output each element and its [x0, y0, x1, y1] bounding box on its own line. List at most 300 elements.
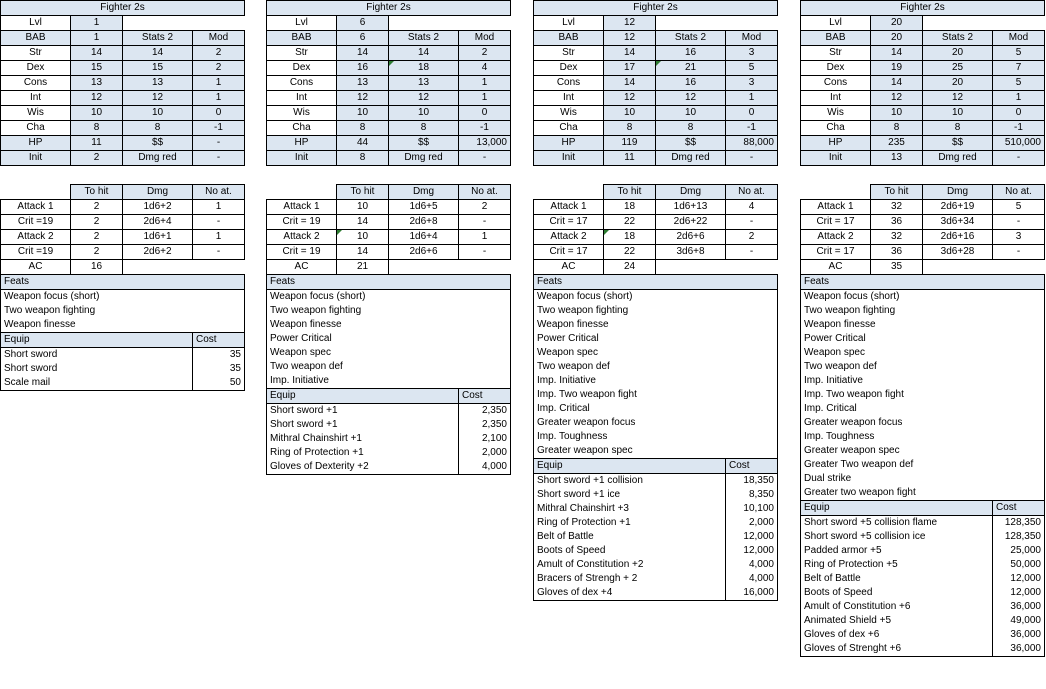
equip-item[interactable]: Short sword +1 ice: [534, 488, 726, 502]
block-title[interactable]: Fighter 2s: [534, 1, 778, 16]
cost-header[interactable]: Cost: [459, 389, 511, 404]
equip-header[interactable]: Equip: [534, 459, 726, 474]
equip-item[interactable]: Ring of Protection +1: [267, 446, 459, 460]
attack-to-hit[interactable]: 22: [604, 215, 656, 230]
stat-base[interactable]: 10: [71, 106, 123, 121]
attack-to-hit[interactable]: 18: [604, 200, 656, 215]
no-at-header[interactable]: No at.: [993, 185, 1045, 200]
equip-item[interactable]: Short sword +1: [267, 418, 459, 432]
stats2-header[interactable]: Stats 2: [389, 31, 459, 46]
equip-header[interactable]: Equip: [1, 333, 193, 348]
equip-item[interactable]: Boots of Speed: [801, 586, 993, 600]
stat-name[interactable]: Cons: [1, 76, 71, 91]
equip-item[interactable]: Short sword +1: [267, 404, 459, 419]
dmg-red-value[interactable]: -: [993, 151, 1045, 166]
attack-to-hit[interactable]: 14: [337, 215, 389, 230]
attack-to-hit[interactable]: 22: [604, 245, 656, 260]
dmg-red-label[interactable]: Dmg red: [389, 151, 459, 166]
equip-cost[interactable]: 50: [193, 376, 245, 391]
stat-stats2[interactable]: 8: [389, 121, 459, 136]
attack-dmg[interactable]: 2d6+6: [656, 230, 726, 245]
stat-base[interactable]: 14: [871, 76, 923, 91]
stat-name[interactable]: Cons: [801, 76, 871, 91]
dmg-red-value[interactable]: -: [726, 151, 778, 166]
attack-dmg[interactable]: 2d6+16: [923, 230, 993, 245]
to-hit-header[interactable]: To hit: [604, 185, 656, 200]
attack-dmg[interactable]: 1d6+1: [123, 230, 193, 245]
stat-name[interactable]: Int: [1, 91, 71, 106]
feat-item[interactable]: Power Critical: [801, 332, 1045, 346]
equip-cost[interactable]: 2,000: [726, 516, 778, 530]
attack-no-at[interactable]: 5: [993, 200, 1045, 215]
equip-cost[interactable]: 12,000: [993, 586, 1045, 600]
feat-item[interactable]: Weapon spec: [801, 346, 1045, 360]
feat-item[interactable]: Two weapon fighting: [267, 304, 511, 318]
attack-label[interactable]: Crit = 19: [267, 245, 337, 260]
feat-item[interactable]: Weapon spec: [534, 346, 778, 360]
attack-to-hit[interactable]: 2: [71, 200, 123, 215]
stat-base[interactable]: 14: [871, 46, 923, 61]
stat-base[interactable]: 8: [604, 121, 656, 136]
stat-mod[interactable]: 2: [193, 61, 245, 76]
stat-base[interactable]: 19: [871, 61, 923, 76]
empty-cell[interactable]: [923, 16, 1045, 31]
stat-name[interactable]: Cons: [534, 76, 604, 91]
stats2-header[interactable]: Stats 2: [923, 31, 993, 46]
stat-base[interactable]: 10: [604, 106, 656, 121]
attack-no-at[interactable]: -: [993, 215, 1045, 230]
feats-header[interactable]: Feats: [534, 275, 778, 290]
attack-to-hit[interactable]: 14: [337, 245, 389, 260]
feat-item[interactable]: Dual strike: [801, 472, 1045, 486]
equip-item[interactable]: Mithral Chainshirt +1: [267, 432, 459, 446]
ac-value[interactable]: 21: [337, 260, 389, 275]
stat-stats2[interactable]: 14: [123, 46, 193, 61]
hp-value[interactable]: 235: [871, 136, 923, 151]
stat-name[interactable]: Cha: [534, 121, 604, 136]
bab-value[interactable]: 6: [337, 31, 389, 46]
stat-stats2[interactable]: 12: [389, 91, 459, 106]
stat-name[interactable]: Str: [801, 46, 871, 61]
bab-label[interactable]: BAB: [534, 31, 604, 46]
equip-item[interactable]: Scale mail: [1, 376, 193, 391]
attack-no-at[interactable]: -: [459, 215, 511, 230]
equip-cost[interactable]: 18,350: [726, 474, 778, 489]
feat-item[interactable]: Greater two weapon fight: [801, 486, 1045, 501]
stat-mod[interactable]: 1: [726, 91, 778, 106]
money-label[interactable]: $$: [923, 136, 993, 151]
money-value[interactable]: 510,000: [993, 136, 1045, 151]
feat-item[interactable]: Two weapon fighting: [534, 304, 778, 318]
stat-base[interactable]: 12: [604, 91, 656, 106]
mod-header[interactable]: Mod: [193, 31, 245, 46]
stat-stats2[interactable]: 10: [123, 106, 193, 121]
attack-to-hit[interactable]: 2: [71, 230, 123, 245]
cost-header[interactable]: Cost: [193, 333, 245, 348]
equip-item[interactable]: Short sword: [1, 348, 193, 363]
stat-stats2[interactable]: 20: [923, 46, 993, 61]
feat-item[interactable]: Power Critical: [534, 332, 778, 346]
stat-name[interactable]: Str: [1, 46, 71, 61]
stat-stats2[interactable]: 20: [923, 76, 993, 91]
stat-name[interactable]: Cha: [1, 121, 71, 136]
stat-stats2[interactable]: 13: [123, 76, 193, 91]
stat-mod[interactable]: -1: [993, 121, 1045, 136]
feat-item[interactable]: Weapon focus (short): [534, 290, 778, 305]
stat-stats2[interactable]: 8: [656, 121, 726, 136]
attack-no-at[interactable]: 1: [193, 200, 245, 215]
dmg-header[interactable]: Dmg: [123, 185, 193, 200]
stat-mod[interactable]: -1: [459, 121, 511, 136]
ac-label[interactable]: AC: [267, 260, 337, 275]
equip-item[interactable]: Ring of Protection +5: [801, 558, 993, 572]
stat-mod[interactable]: 3: [726, 76, 778, 91]
feat-item[interactable]: Imp. Critical: [534, 402, 778, 416]
stat-name[interactable]: Wis: [801, 106, 871, 121]
attack-dmg[interactable]: 3d6+34: [923, 215, 993, 230]
stat-mod[interactable]: 0: [193, 106, 245, 121]
equip-cost[interactable]: 36,000: [993, 600, 1045, 614]
feat-item[interactable]: Two weapon def: [801, 360, 1045, 374]
stat-name[interactable]: Wis: [534, 106, 604, 121]
attack-dmg[interactable]: 2d6+2: [123, 245, 193, 260]
feat-item[interactable]: Greater weapon focus: [534, 416, 778, 430]
stat-mod[interactable]: 5: [993, 76, 1045, 91]
attack-dmg[interactable]: 2d6+6: [389, 245, 459, 260]
stat-stats2[interactable]: 14: [389, 46, 459, 61]
attack-label[interactable]: Attack 1: [1, 200, 71, 215]
feat-item[interactable]: Weapon focus (short): [267, 290, 511, 305]
attack-label[interactable]: Attack 1: [267, 200, 337, 215]
stat-mod[interactable]: 1: [193, 91, 245, 106]
attack-no-at[interactable]: 1: [459, 230, 511, 245]
stat-mod[interactable]: 1: [993, 91, 1045, 106]
equip-cost[interactable]: 128,350: [993, 530, 1045, 544]
feat-item[interactable]: Weapon finesse: [267, 318, 511, 332]
stat-base[interactable]: 13: [71, 76, 123, 91]
mod-header[interactable]: Mod: [459, 31, 511, 46]
feat-item[interactable]: Weapon finesse: [1, 318, 245, 333]
stat-base[interactable]: 10: [871, 106, 923, 121]
stat-name[interactable]: Dex: [534, 61, 604, 76]
stat-mod[interactable]: 5: [726, 61, 778, 76]
stat-mod[interactable]: 1: [459, 91, 511, 106]
no-at-header[interactable]: No at.: [193, 185, 245, 200]
feat-item[interactable]: Weapon finesse: [534, 318, 778, 332]
equip-cost[interactable]: 36,000: [993, 628, 1045, 642]
empty-cell[interactable]: [123, 16, 245, 31]
money-value[interactable]: 13,000: [459, 136, 511, 151]
init-label[interactable]: Init: [801, 151, 871, 166]
stat-stats2[interactable]: 25: [923, 61, 993, 76]
feat-item[interactable]: Two weapon fighting: [801, 304, 1045, 318]
cost-header[interactable]: Cost: [726, 459, 778, 474]
attack-to-hit[interactable]: 36: [871, 245, 923, 260]
stat-stats2[interactable]: 8: [123, 121, 193, 136]
attack-label[interactable]: Crit = 19: [267, 215, 337, 230]
bab-label[interactable]: BAB: [1, 31, 71, 46]
block-title[interactable]: Fighter 2s: [267, 1, 511, 16]
attack-label[interactable]: Attack 2: [801, 230, 871, 245]
stat-base[interactable]: 14: [604, 46, 656, 61]
attack-no-at[interactable]: -: [993, 245, 1045, 260]
equip-cost[interactable]: 12,000: [993, 572, 1045, 586]
stat-mod[interactable]: 4: [459, 61, 511, 76]
stat-stats2[interactable]: 10: [389, 106, 459, 121]
equip-item[interactable]: Mithral Chainshirt +3: [534, 502, 726, 516]
stats2-header[interactable]: Stats 2: [123, 31, 193, 46]
hp-label[interactable]: HP: [267, 136, 337, 151]
attack-to-hit[interactable]: 2: [71, 245, 123, 260]
dmg-header[interactable]: Dmg: [656, 185, 726, 200]
feat-item[interactable]: Greater weapon spec: [534, 444, 778, 459]
attack-no-at[interactable]: 3: [993, 230, 1045, 245]
stat-mod[interactable]: 0: [993, 106, 1045, 121]
to-hit-header[interactable]: To hit: [337, 185, 389, 200]
equip-item[interactable]: Padded armor +5: [801, 544, 993, 558]
equip-cost[interactable]: 4,000: [459, 460, 511, 475]
attack-dmg[interactable]: 1d6+4: [389, 230, 459, 245]
attack-label[interactable]: Attack 2: [1, 230, 71, 245]
stat-mod[interactable]: 1: [193, 76, 245, 91]
attack-no-at[interactable]: -: [459, 245, 511, 260]
feat-item[interactable]: Weapon focus (short): [801, 290, 1045, 305]
stat-stats2[interactable]: 10: [923, 106, 993, 121]
to-hit-header[interactable]: To hit: [71, 185, 123, 200]
attack-dmg[interactable]: 2d6+8: [389, 215, 459, 230]
attack-dmg[interactable]: 1d6+13: [656, 200, 726, 215]
equip-item[interactable]: Amult of Constitution +6: [801, 600, 993, 614]
init-value[interactable]: 2: [71, 151, 123, 166]
equip-cost[interactable]: 2,000: [459, 446, 511, 460]
feat-item[interactable]: Imp. Two weapon fight: [801, 388, 1045, 402]
hp-value[interactable]: 11: [71, 136, 123, 151]
stat-mod[interactable]: 0: [726, 106, 778, 121]
attack-dmg[interactable]: 2d6+19: [923, 200, 993, 215]
bab-value[interactable]: 12: [604, 31, 656, 46]
feats-header[interactable]: Feats: [1, 275, 245, 290]
attack-label[interactable]: Crit =19: [1, 215, 71, 230]
dmg-header[interactable]: Dmg: [389, 185, 459, 200]
feat-item[interactable]: Power Critical: [267, 332, 511, 346]
attack-to-hit[interactable]: 32: [871, 200, 923, 215]
stat-base[interactable]: 13: [337, 76, 389, 91]
attack-no-at[interactable]: 2: [459, 200, 511, 215]
mod-header[interactable]: Mod: [726, 31, 778, 46]
stat-stats2[interactable]: 13: [389, 76, 459, 91]
stat-base[interactable]: 16: [337, 61, 389, 76]
attack-label[interactable]: Crit = 17: [534, 245, 604, 260]
stat-mod[interactable]: 1: [459, 76, 511, 91]
stat-base[interactable]: 12: [871, 91, 923, 106]
dmg-red-label[interactable]: Dmg red: [123, 151, 193, 166]
equip-item[interactable]: Boots of Speed: [534, 544, 726, 558]
money-label[interactable]: $$: [123, 136, 193, 151]
dmg-red-value[interactable]: -: [459, 151, 511, 166]
attack-no-at[interactable]: 1: [193, 230, 245, 245]
equip-cost[interactable]: 2,350: [459, 404, 511, 419]
stat-stats2[interactable]: 21: [656, 61, 726, 76]
ac-value[interactable]: 16: [71, 260, 123, 275]
attack-label[interactable]: Crit = 17: [801, 215, 871, 230]
equip-cost[interactable]: 16,000: [726, 586, 778, 601]
stat-base[interactable]: 14: [337, 46, 389, 61]
attack-dmg[interactable]: 3d6+8: [656, 245, 726, 260]
equip-item[interactable]: Ring of Protection +1: [534, 516, 726, 530]
feat-item[interactable]: Weapon spec: [267, 346, 511, 360]
block-title[interactable]: Fighter 2s: [801, 1, 1045, 16]
equip-cost[interactable]: 2,100: [459, 432, 511, 446]
attack-no-at[interactable]: -: [193, 245, 245, 260]
ac-label[interactable]: AC: [801, 260, 871, 275]
dmg-header[interactable]: Dmg: [923, 185, 993, 200]
stat-mod[interactable]: -1: [726, 121, 778, 136]
to-hit-header[interactable]: To hit: [871, 185, 923, 200]
attack-no-at[interactable]: -: [726, 215, 778, 230]
stat-base[interactable]: 12: [337, 91, 389, 106]
bab-value[interactable]: 20: [871, 31, 923, 46]
attack-label[interactable]: Crit = 17: [534, 215, 604, 230]
stat-name[interactable]: Int: [801, 91, 871, 106]
feat-item[interactable]: Imp. Toughness: [534, 430, 778, 444]
empty-cell[interactable]: [389, 16, 511, 31]
stat-base[interactable]: 14: [604, 76, 656, 91]
attack-to-hit[interactable]: 2: [71, 215, 123, 230]
equip-cost[interactable]: 10,100: [726, 502, 778, 516]
attack-label[interactable]: Crit = 17: [801, 245, 871, 260]
attack-to-hit[interactable]: 36: [871, 215, 923, 230]
stat-name[interactable]: Cons: [267, 76, 337, 91]
cost-header[interactable]: Cost: [993, 501, 1045, 516]
attack-no-at[interactable]: 2: [726, 230, 778, 245]
hp-label[interactable]: HP: [1, 136, 71, 151]
ac-value[interactable]: 24: [604, 260, 656, 275]
attack-no-at[interactable]: -: [193, 215, 245, 230]
lvl-value[interactable]: 20: [871, 16, 923, 31]
stat-name[interactable]: Int: [267, 91, 337, 106]
no-at-header[interactable]: No at.: [726, 185, 778, 200]
stat-stats2[interactable]: 10: [656, 106, 726, 121]
attack-dmg[interactable]: 1d6+2: [123, 200, 193, 215]
block-title[interactable]: Fighter 2s: [1, 1, 245, 16]
stat-name[interactable]: Str: [267, 46, 337, 61]
equip-cost[interactable]: 36,000: [993, 642, 1045, 657]
equip-item[interactable]: Gloves of dex +4: [534, 586, 726, 601]
init-value[interactable]: 13: [871, 151, 923, 166]
equip-cost[interactable]: 4,000: [726, 572, 778, 586]
money-label[interactable]: $$: [656, 136, 726, 151]
equip-cost[interactable]: 4,000: [726, 558, 778, 572]
lvl-label[interactable]: Lvl: [801, 16, 871, 31]
hp-label[interactable]: HP: [534, 136, 604, 151]
bab-value[interactable]: 1: [71, 31, 123, 46]
stat-mod[interactable]: 7: [993, 61, 1045, 76]
feat-item[interactable]: Two weapon def: [534, 360, 778, 374]
feat-item[interactable]: Imp. Initiative: [267, 374, 511, 389]
dmg-red-label[interactable]: Dmg red: [923, 151, 993, 166]
hp-label[interactable]: HP: [801, 136, 871, 151]
feat-item[interactable]: Greater weapon focus: [801, 416, 1045, 430]
stat-name[interactable]: Wis: [1, 106, 71, 121]
stat-base[interactable]: 8: [871, 121, 923, 136]
bab-label[interactable]: BAB: [801, 31, 871, 46]
feat-item[interactable]: Imp. Initiative: [801, 374, 1045, 388]
stat-name[interactable]: Cha: [801, 121, 871, 136]
attack-dmg[interactable]: 3d6+28: [923, 245, 993, 260]
stat-mod[interactable]: 2: [193, 46, 245, 61]
attack-to-hit[interactable]: 32: [871, 230, 923, 245]
equip-cost[interactable]: 12,000: [726, 530, 778, 544]
equip-item[interactable]: Short sword +1 collision: [534, 474, 726, 489]
stat-base[interactable]: 8: [337, 121, 389, 136]
empty-cell[interactable]: [656, 16, 778, 31]
equip-item[interactable]: Belt of Battle: [534, 530, 726, 544]
equip-item[interactable]: Short sword +5 collision flame: [801, 516, 993, 531]
equip-cost[interactable]: 35: [193, 348, 245, 363]
ac-label[interactable]: AC: [534, 260, 604, 275]
money-value[interactable]: -: [193, 136, 245, 151]
equip-cost[interactable]: 8,350: [726, 488, 778, 502]
stat-name[interactable]: Int: [534, 91, 604, 106]
lvl-value[interactable]: 6: [337, 16, 389, 31]
equip-cost[interactable]: 35: [193, 362, 245, 376]
equip-header[interactable]: Equip: [801, 501, 993, 516]
lvl-value[interactable]: 1: [71, 16, 123, 31]
equip-cost[interactable]: 25,000: [993, 544, 1045, 558]
attack-dmg[interactable]: 2d6+22: [656, 215, 726, 230]
equip-item[interactable]: Gloves of Strenght +6: [801, 642, 993, 657]
attack-label[interactable]: Attack 2: [534, 230, 604, 245]
init-label[interactable]: Init: [267, 151, 337, 166]
stat-mod[interactable]: 0: [459, 106, 511, 121]
attack-to-hit[interactable]: 10: [337, 200, 389, 215]
equip-item[interactable]: Amult of Constitution +2: [534, 558, 726, 572]
stat-name[interactable]: Str: [534, 46, 604, 61]
stat-base[interactable]: 8: [71, 121, 123, 136]
stats2-header[interactable]: Stats 2: [656, 31, 726, 46]
init-label[interactable]: Init: [534, 151, 604, 166]
equip-item[interactable]: Short sword: [1, 362, 193, 376]
equip-header[interactable]: Equip: [267, 389, 459, 404]
feat-item[interactable]: Two weapon fighting: [1, 304, 245, 318]
stat-stats2[interactable]: 12: [656, 91, 726, 106]
equip-item[interactable]: Short sword +5 collision ice: [801, 530, 993, 544]
attack-to-hit[interactable]: 10: [337, 230, 389, 245]
lvl-label[interactable]: Lvl: [1, 16, 71, 31]
feat-item[interactable]: Weapon finesse: [801, 318, 1045, 332]
stat-name[interactable]: Cha: [267, 121, 337, 136]
attack-label[interactable]: Attack 1: [534, 200, 604, 215]
ac-value[interactable]: 35: [871, 260, 923, 275]
equip-cost[interactable]: 2,350: [459, 418, 511, 432]
stat-name[interactable]: Dex: [267, 61, 337, 76]
equip-cost[interactable]: 128,350: [993, 516, 1045, 531]
hp-value[interactable]: 119: [604, 136, 656, 151]
dmg-red-value[interactable]: -: [193, 151, 245, 166]
attack-to-hit[interactable]: 18: [604, 230, 656, 245]
stat-base[interactable]: 15: [71, 61, 123, 76]
feats-header[interactable]: Feats: [267, 275, 511, 290]
stat-mod[interactable]: 5: [993, 46, 1045, 61]
stat-stats2[interactable]: 16: [656, 76, 726, 91]
init-label[interactable]: Init: [1, 151, 71, 166]
stat-mod[interactable]: -1: [193, 121, 245, 136]
equip-item[interactable]: Gloves of dex +6: [801, 628, 993, 642]
bab-label[interactable]: BAB: [267, 31, 337, 46]
equip-item[interactable]: Animated Shield +5: [801, 614, 993, 628]
dmg-red-label[interactable]: Dmg red: [656, 151, 726, 166]
stat-base[interactable]: 17: [604, 61, 656, 76]
